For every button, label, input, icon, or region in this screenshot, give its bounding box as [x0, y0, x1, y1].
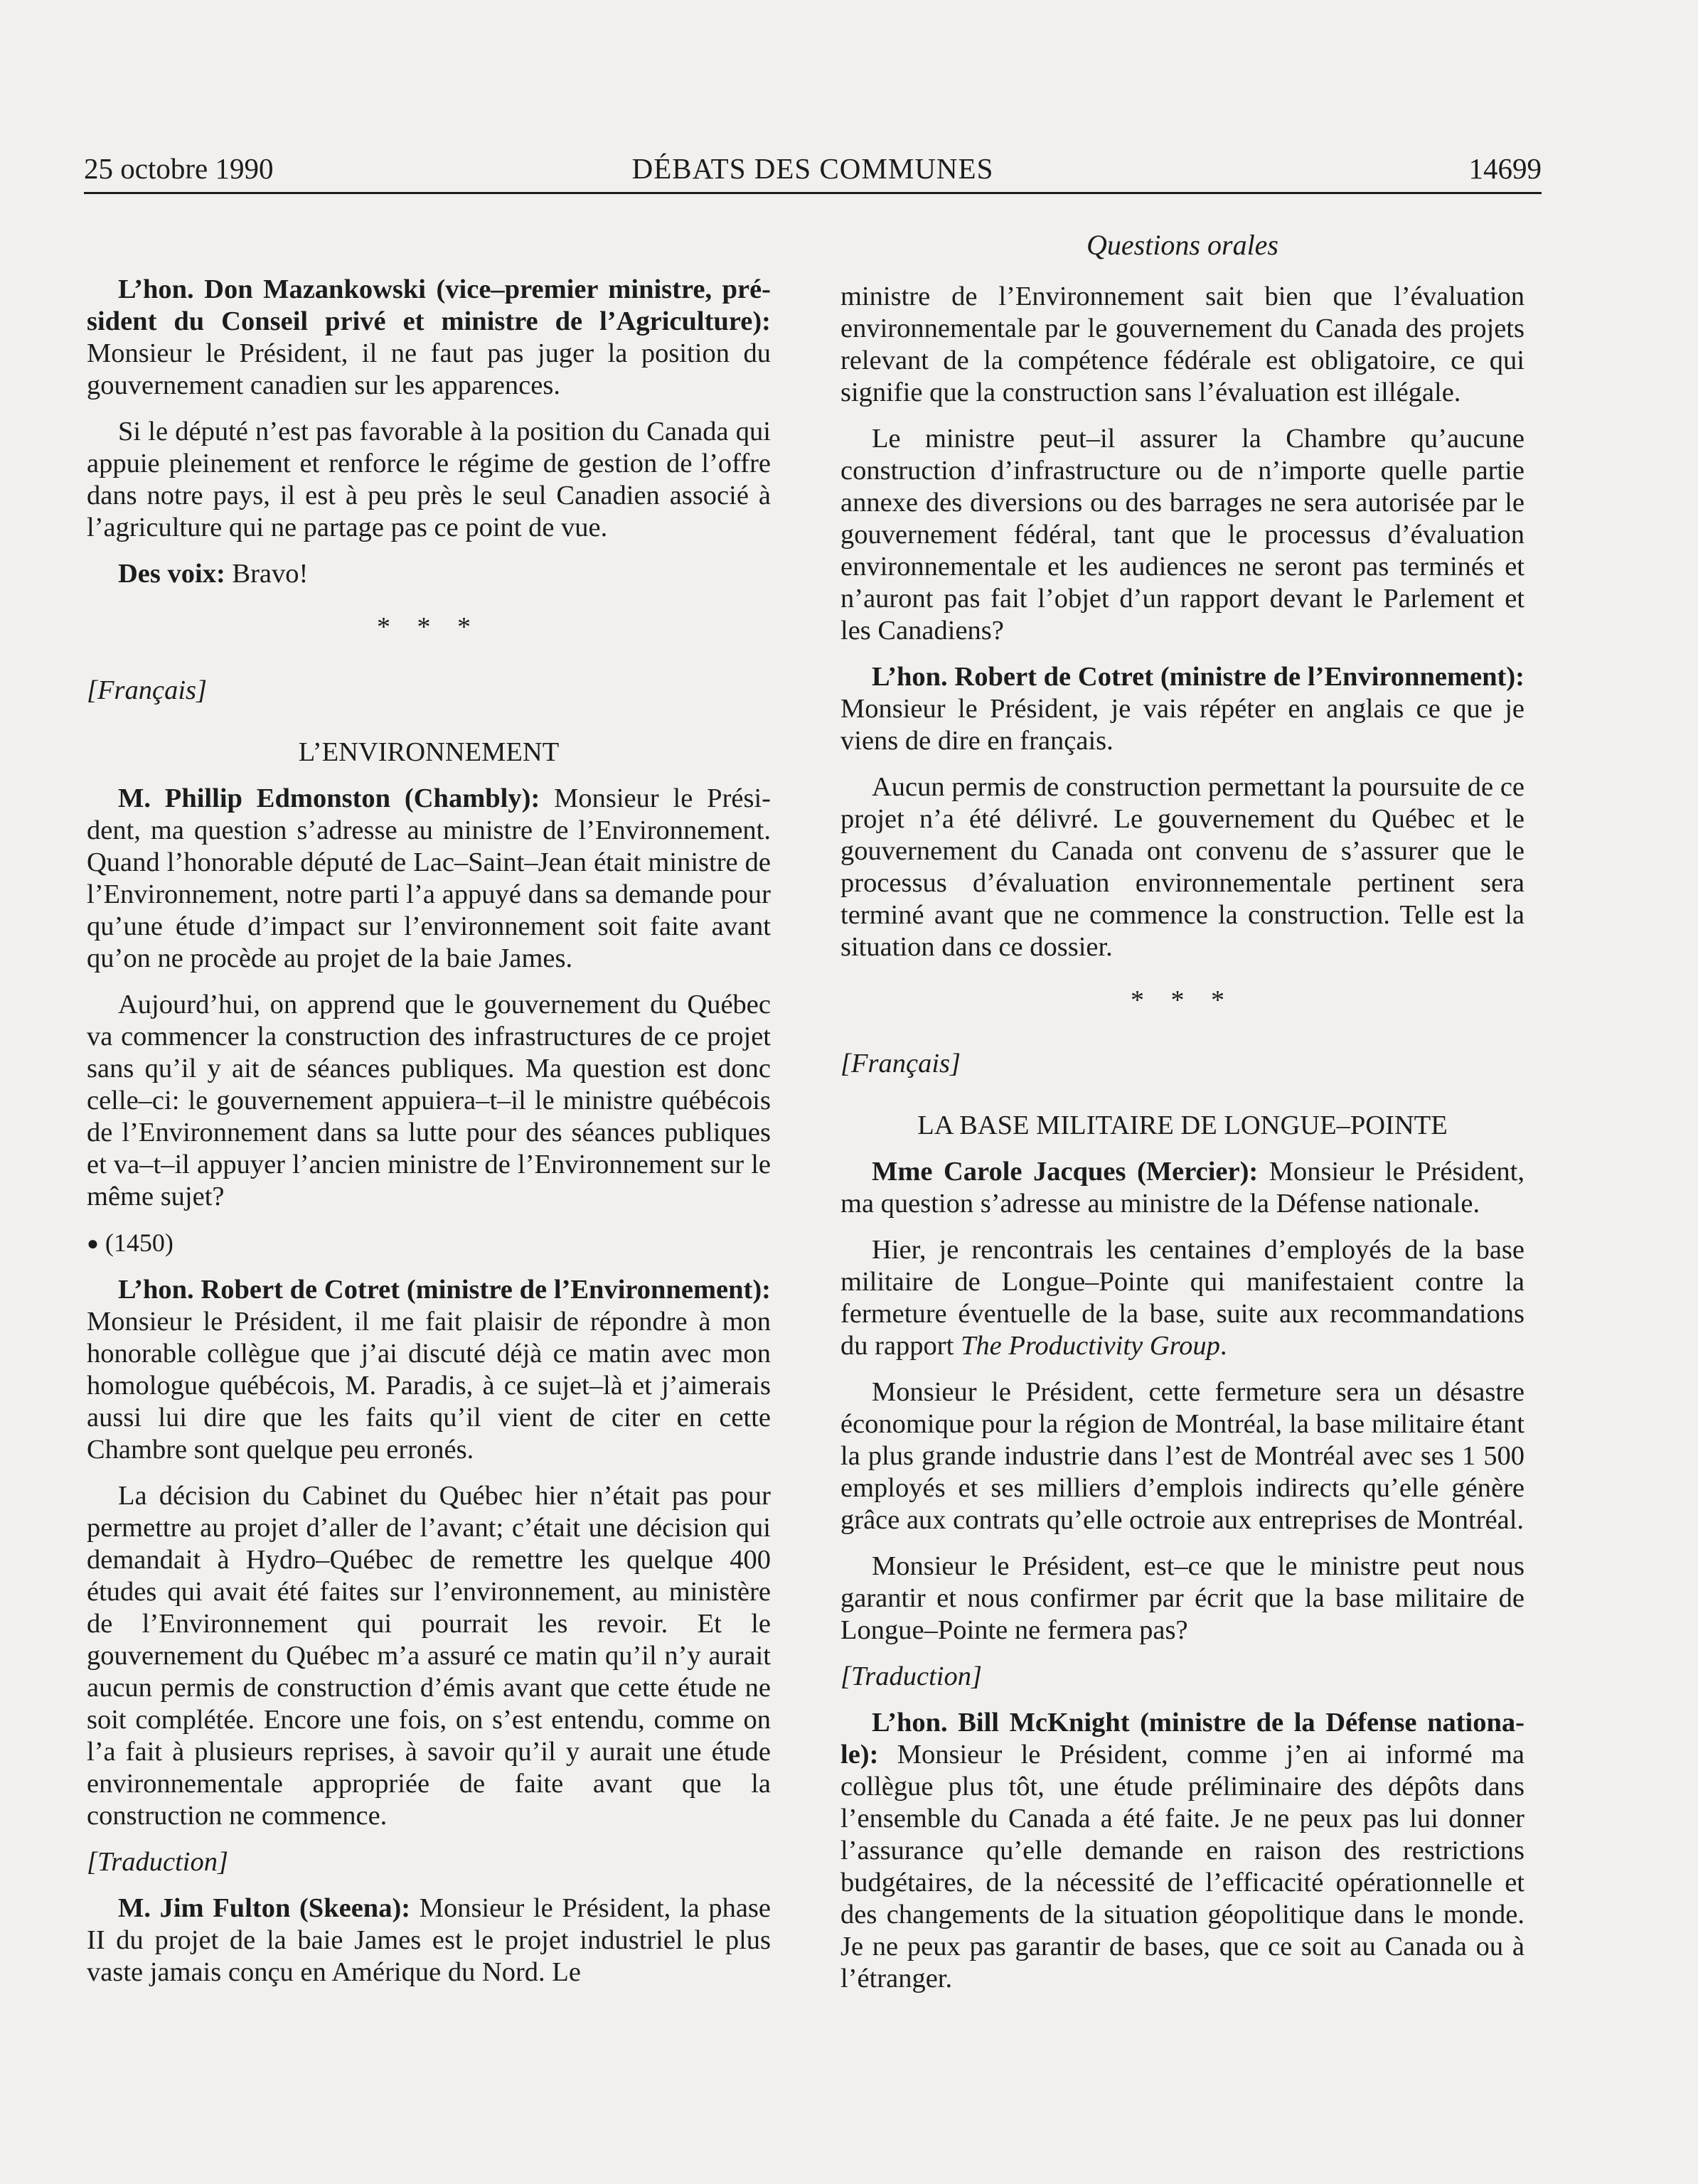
- paragraph: [840, 1707, 1525, 1995]
- paragraph: [840, 661, 1525, 757]
- header-title: DÉBATS DES COMMUNES: [631, 152, 994, 185]
- paragraph: [840, 1234, 1525, 1362]
- report-title: The Productivity Group: [960, 1331, 1220, 1361]
- header-rule: [84, 192, 1542, 194]
- section-heading: L’ENVIRONNEMENT: [298, 737, 560, 767]
- paragraph: [87, 1274, 771, 1466]
- speech-text: Hier, je rencontrais les centaines d’employés de la base militaire de Longue–Pointe qui manifestaient contre la fermeture éventuelle de la base, suite aux recommandations du rapport: [840, 1235, 1525, 1361]
- speech-text: Monsieur le Président, il ne faut pas juger la position du gouvernement canadien sur les apparences.: [87, 338, 771, 400]
- header-page-number: 14699: [1468, 152, 1542, 185]
- speech-text: Monsieur le Président, ma question s’adresse au ministre de l’Environnement. Quand l’honorable député de Lac–Saint–Jean était ministre de l’Environnement, notre parti l’a appuyé dans sa demande pour qu’une étude d’impact sur l’environnement soit faite avant qu’on ne procède au projet de la baie James.: [87, 783, 771, 973]
- language-tag: [Français]: [87, 675, 207, 705]
- paragraph: La décision du Cabinet du Québec hier n’était pas pour permettre au projet d’aller de l’avant; c’était une décision qui demandait à Hydro–Québec de remettre les quelque 400 études qui avait été faites sur l’environnement, au ministère de l’Environnement qui pourrait les revoir. Et le gouvernement du Québec m’a assuré ce matin qu’il n’y aurait aucun permis de construction d’émis avant que cette étude ne soit complétée. Encore une fois, on s’est entendu, comme on l’a fait à plusieurs reprises, à savoir qu’il y aurait une étude environnementale appropriée de faite avant que la construction ne commence.: [87, 1481, 771, 1831]
- speaker: L’hon. Robert de Cotret (ministre de l’Environnement):: [872, 662, 1525, 692]
- speech-text: Bravo!: [225, 559, 309, 589]
- speech-text: .: [1219, 1331, 1227, 1361]
- running-head: Questions orales: [1086, 229, 1278, 261]
- section-heading: LA BASE MILITAIRE DE LONGUE–POINTE: [917, 1110, 1448, 1140]
- speech-text: Monsieur le Président, la phase II du projet de la baie James est le projet industriel le plus vaste jamais conçu en Amérique du Nord. Le: [87, 1893, 771, 1987]
- header-date: 25 octobre 1990: [84, 152, 274, 185]
- speaker: Des voix:: [118, 559, 225, 589]
- timestamp-text: (1450): [105, 1228, 173, 1257]
- speaker: M. Phillip Edmonston (Chambly):: [118, 783, 540, 813]
- language-tag: [Traduction]: [840, 1661, 982, 1691]
- language-tag: [Français]: [840, 1049, 961, 1078]
- speech-text: Monsieur le Président, comme j’en ai informé ma collègue plus tôt, une étude préliminaire des dépôts dans l’ensemble du Canada a été faite. Je ne peux pas lui donner l’assurance qu’elle demande en raison des restrictions budgétaires, de la nécessité de l’efficacité opérationnelle et des changements de la situation géopolitique dans le monde. Je ne peux pas garantir de bases, que ce soit au Canada ou à l’étranger.: [840, 1740, 1525, 1993]
- right-column: [840, 281, 1525, 2009]
- left-column: [87, 274, 771, 2003]
- language-tag: [Traduction]: [87, 1847, 228, 1877]
- paragraph: [87, 1893, 771, 1988]
- bullet-icon: ●: [87, 1233, 99, 1255]
- paragraph: ministre de l’Environnement sait bien que l’évaluation environnementale par le gouvernement du Canada des projets relevant de la compétence fédérale est obligatoire, ce qui signifie que la construction sans l’évaluation est illégale.: [840, 282, 1525, 407]
- speaker: M. Jim Fulton (Skeena):: [118, 1893, 411, 1923]
- speech-text: Monsieur le Président, je vais répéter en anglais ce que je viens de dire en français.: [840, 694, 1525, 756]
- section-separator: * * *: [377, 612, 481, 642]
- paragraph: [87, 783, 771, 975]
- paragraph: Le ministre peut–il assurer la Chambre qu’aucune construction d’infrastructure ou de n’importe quelle partie annexe des diversions ou des barrages ne sera autorisée par le gouvernement fédéral, tant que le processus d’évaluation environnementale et les audiences ne seront pas terminés et n’auront pas fait l’objet d’un rapport devant le Parlement et les Canadiens?: [840, 424, 1525, 646]
- speaker: L’hon. Bill McKnight (ministre de la Défense nationale):: [840, 1708, 1525, 1770]
- speaker: L’hon. Don Mazankowski (vice–premier ministre, président du Conseil privé et ministre de l’Agriculture):: [87, 274, 771, 336]
- section-separator: * * *: [1131, 985, 1234, 1015]
- timestamp: [87, 1227, 771, 1260]
- paragraph: [87, 274, 771, 402]
- paragraph: Aucun permis de construction permettant la poursuite de ce projet n’a été délivré. Le gouvernement du Québec et le gouvernement du Canada ont convenu de s’assurer que le processus d’évaluation environnementale pertinent sera terminé avant que ne commence la construction. Telle est la situation dans ce dossier.: [840, 772, 1525, 962]
- speech-text: Monsieur le Président, ma question s’adresse au ministre de la Défense nationale.: [840, 1157, 1525, 1219]
- paragraph: Si le député n’est pas favorable à la position du Canada qui appuie pleinement et renforce le régime de gestion de l’offre dans notre pays, il est à peu près le seul Canadien associé à l’agriculture qui ne partage pas ce point de vue.: [87, 417, 771, 542]
- paragraph: Monsieur le Président, cette fermeture sera un désastre économique pour la région de Montréal, la base militaire étant la plus grande industrie dans l’est de Montréal avec ses 1 500 employés et ses milliers d’emplois indirects qu’elle génère grâce aux contrats qu’elle octroie aux entreprises de Montréal.: [840, 1377, 1525, 1535]
- paragraph: [87, 558, 771, 590]
- speech-text: Monsieur le Président, il me fait plaisir de répondre à mon honorable collègue que j’ai discuté déjà ce matin avec mon homologue québécois, M. Paradis, à ce sujet–là et j’aimerais aussi lui dire que les faits qu’il vient de citer en cette Chambre sont quelque peu erronés.: [87, 1307, 771, 1465]
- paragraph: Monsieur le Président, est–ce que le ministre peut nous garantir et nous confirmer par écrit que la base militaire de Longue–Pointe ne fermera pas?: [840, 1551, 1525, 1645]
- speaker: Mme Carole Jacques (Mercier):: [872, 1157, 1259, 1187]
- paragraph: Aujourd’hui, on apprend que le gouvernement du Québec va commencer la construction des infrastructures de ce projet sans qu’il y ait de séances publiques. Ma question est donc celle–ci: le gouvernement appuiera–t–il le ministre québécois de l’Environnement dans sa lutte pour des séances publiques et va–t–il appuyer l’ancien ministre de l’Environnement sur le même sujet?: [87, 990, 771, 1211]
- speaker: L’hon. Robert de Cotret (ministre de l’Environnement):: [118, 1275, 771, 1305]
- paragraph: [840, 1156, 1525, 1220]
